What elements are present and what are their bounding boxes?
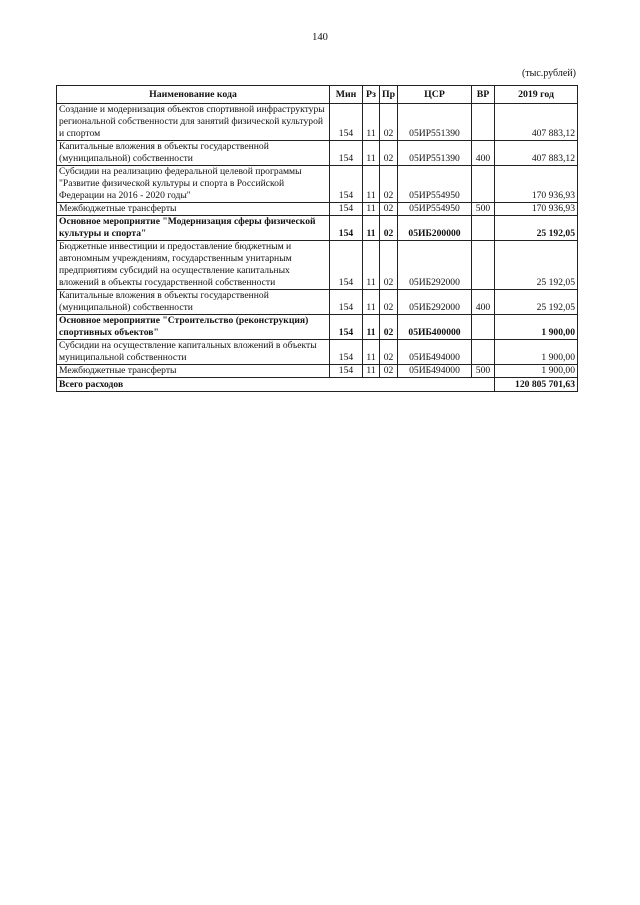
row-csr: 05ИР554950 xyxy=(398,166,472,203)
table-row-section xyxy=(57,315,578,340)
table-header-row xyxy=(57,86,578,104)
row-min: 154 xyxy=(330,216,363,241)
row-pr: 02 xyxy=(380,315,398,340)
header-csr: ЦСР xyxy=(398,86,472,104)
row-amount: 1 900,00 xyxy=(495,340,578,365)
row-pr: 02 xyxy=(380,216,398,241)
row-rz: 11 xyxy=(363,216,380,241)
row-min: 154 xyxy=(330,141,363,166)
row-csr: 05ИБ400000 xyxy=(398,315,472,340)
row-pr: 02 xyxy=(380,203,398,216)
row-name: Межбюджетные трансферты xyxy=(57,365,330,378)
row-pr: 02 xyxy=(380,141,398,166)
row-vr: 500 xyxy=(472,203,495,216)
header-min: Мин xyxy=(330,86,363,104)
row-pr: 02 xyxy=(380,241,398,290)
row-csr: 05ИБ292000 xyxy=(398,241,472,290)
row-amount: 25 192,05 xyxy=(495,241,578,290)
row-vr xyxy=(472,315,495,340)
row-vr xyxy=(472,216,495,241)
row-amount: 25 192,05 xyxy=(495,216,578,241)
row-rz: 11 xyxy=(363,203,380,216)
units-note: (тыс.рублей) xyxy=(521,68,576,79)
row-amount: 407 883,12 xyxy=(495,104,578,141)
row-name: Создание и модернизация объектов спортивной инфраструктуры региональной собственности для занятий физической культурой и спортом xyxy=(57,104,330,141)
row-pr: 02 xyxy=(380,290,398,315)
table-row xyxy=(57,340,578,365)
row-rz: 11 xyxy=(363,340,380,365)
total-amount: 120 805 701,63 xyxy=(495,378,578,392)
row-name: Субсидии на осуществление капитальных вложений в объекты муниципальной собственности xyxy=(57,340,330,365)
table-row xyxy=(57,166,578,203)
row-csr: 05ИР551390 xyxy=(398,141,472,166)
header-pr: Пр xyxy=(380,86,398,104)
row-name: Капитальные вложения в объекты государственной (муниципальной) собственности xyxy=(57,290,330,315)
row-pr: 02 xyxy=(380,104,398,141)
header-year: 2019 год xyxy=(495,86,578,104)
row-csr: 05ИБ494000 xyxy=(398,340,472,365)
row-name: Капитальные вложения в объекты государственной (муниципальной) собственности xyxy=(57,141,330,166)
row-rz: 11 xyxy=(363,104,380,141)
table-row xyxy=(57,241,578,290)
row-rz: 11 xyxy=(363,166,380,203)
row-rz: 11 xyxy=(363,365,380,378)
row-name: Межбюджетные трансферты xyxy=(57,203,330,216)
table-row xyxy=(57,104,578,141)
row-csr: 05ИР551390 xyxy=(398,104,472,141)
row-name: Основное мероприятие "Строительство (реконструкция) спортивных объектов" xyxy=(57,315,330,340)
row-pr: 02 xyxy=(380,166,398,203)
row-vr: 400 xyxy=(472,141,495,166)
row-amount: 170 936,93 xyxy=(495,166,578,203)
row-name: Бюджетные инвестиции и предоставление бюджетным и автономным учреждениям, государственным унитарным предприятиям субсидий на осуществление капитальных вложений в объекты государственной собственности xyxy=(57,241,330,290)
row-name: Основное мероприятие "Модернизация сферы физической культуры и спорта" xyxy=(57,216,330,241)
row-csr: 05ИБ200000 xyxy=(398,216,472,241)
row-name: Субсидии на реализацию федеральной целевой программы "Развитие физической культуры и спорта в Российской Федерации на 2016 - 2020 годы" xyxy=(57,166,330,203)
row-rz: 11 xyxy=(363,290,380,315)
row-vr: 500 xyxy=(472,365,495,378)
table-row xyxy=(57,141,578,166)
row-csr: 05ИР554950 xyxy=(398,203,472,216)
row-rz: 11 xyxy=(363,141,380,166)
row-csr: 05ИБ494000 xyxy=(398,365,472,378)
row-min: 154 xyxy=(330,315,363,340)
row-min: 154 xyxy=(330,340,363,365)
header-vr: ВР xyxy=(472,86,495,104)
row-min: 154 xyxy=(330,166,363,203)
row-min: 154 xyxy=(330,241,363,290)
table-row-section xyxy=(57,216,578,241)
row-min: 154 xyxy=(330,104,363,141)
row-amount: 170 936,93 xyxy=(495,203,578,216)
row-csr: 05ИБ292000 xyxy=(398,290,472,315)
row-rz: 11 xyxy=(363,241,380,290)
page-number: 140 xyxy=(312,32,328,43)
table-row xyxy=(57,290,578,315)
row-vr: 400 xyxy=(472,290,495,315)
total-label: Всего расходов xyxy=(57,378,495,392)
row-rz: 11 xyxy=(363,315,380,340)
table-row xyxy=(57,365,578,378)
row-amount: 407 883,12 xyxy=(495,141,578,166)
budget-table xyxy=(56,85,578,392)
row-pr: 02 xyxy=(380,365,398,378)
row-amount: 1 900,00 xyxy=(495,315,578,340)
row-min: 154 xyxy=(330,365,363,378)
row-amount: 25 192,05 xyxy=(495,290,578,315)
row-vr xyxy=(472,241,495,290)
row-vr xyxy=(472,166,495,203)
total-row xyxy=(57,378,578,392)
row-min: 154 xyxy=(330,203,363,216)
row-vr xyxy=(472,340,495,365)
row-min: 154 xyxy=(330,290,363,315)
header-rz: Рз xyxy=(363,86,380,104)
table-row xyxy=(57,203,578,216)
row-amount: 1 900,00 xyxy=(495,365,578,378)
row-vr xyxy=(472,104,495,141)
header-name: Наименование кода xyxy=(57,86,330,104)
row-pr: 02 xyxy=(380,340,398,365)
